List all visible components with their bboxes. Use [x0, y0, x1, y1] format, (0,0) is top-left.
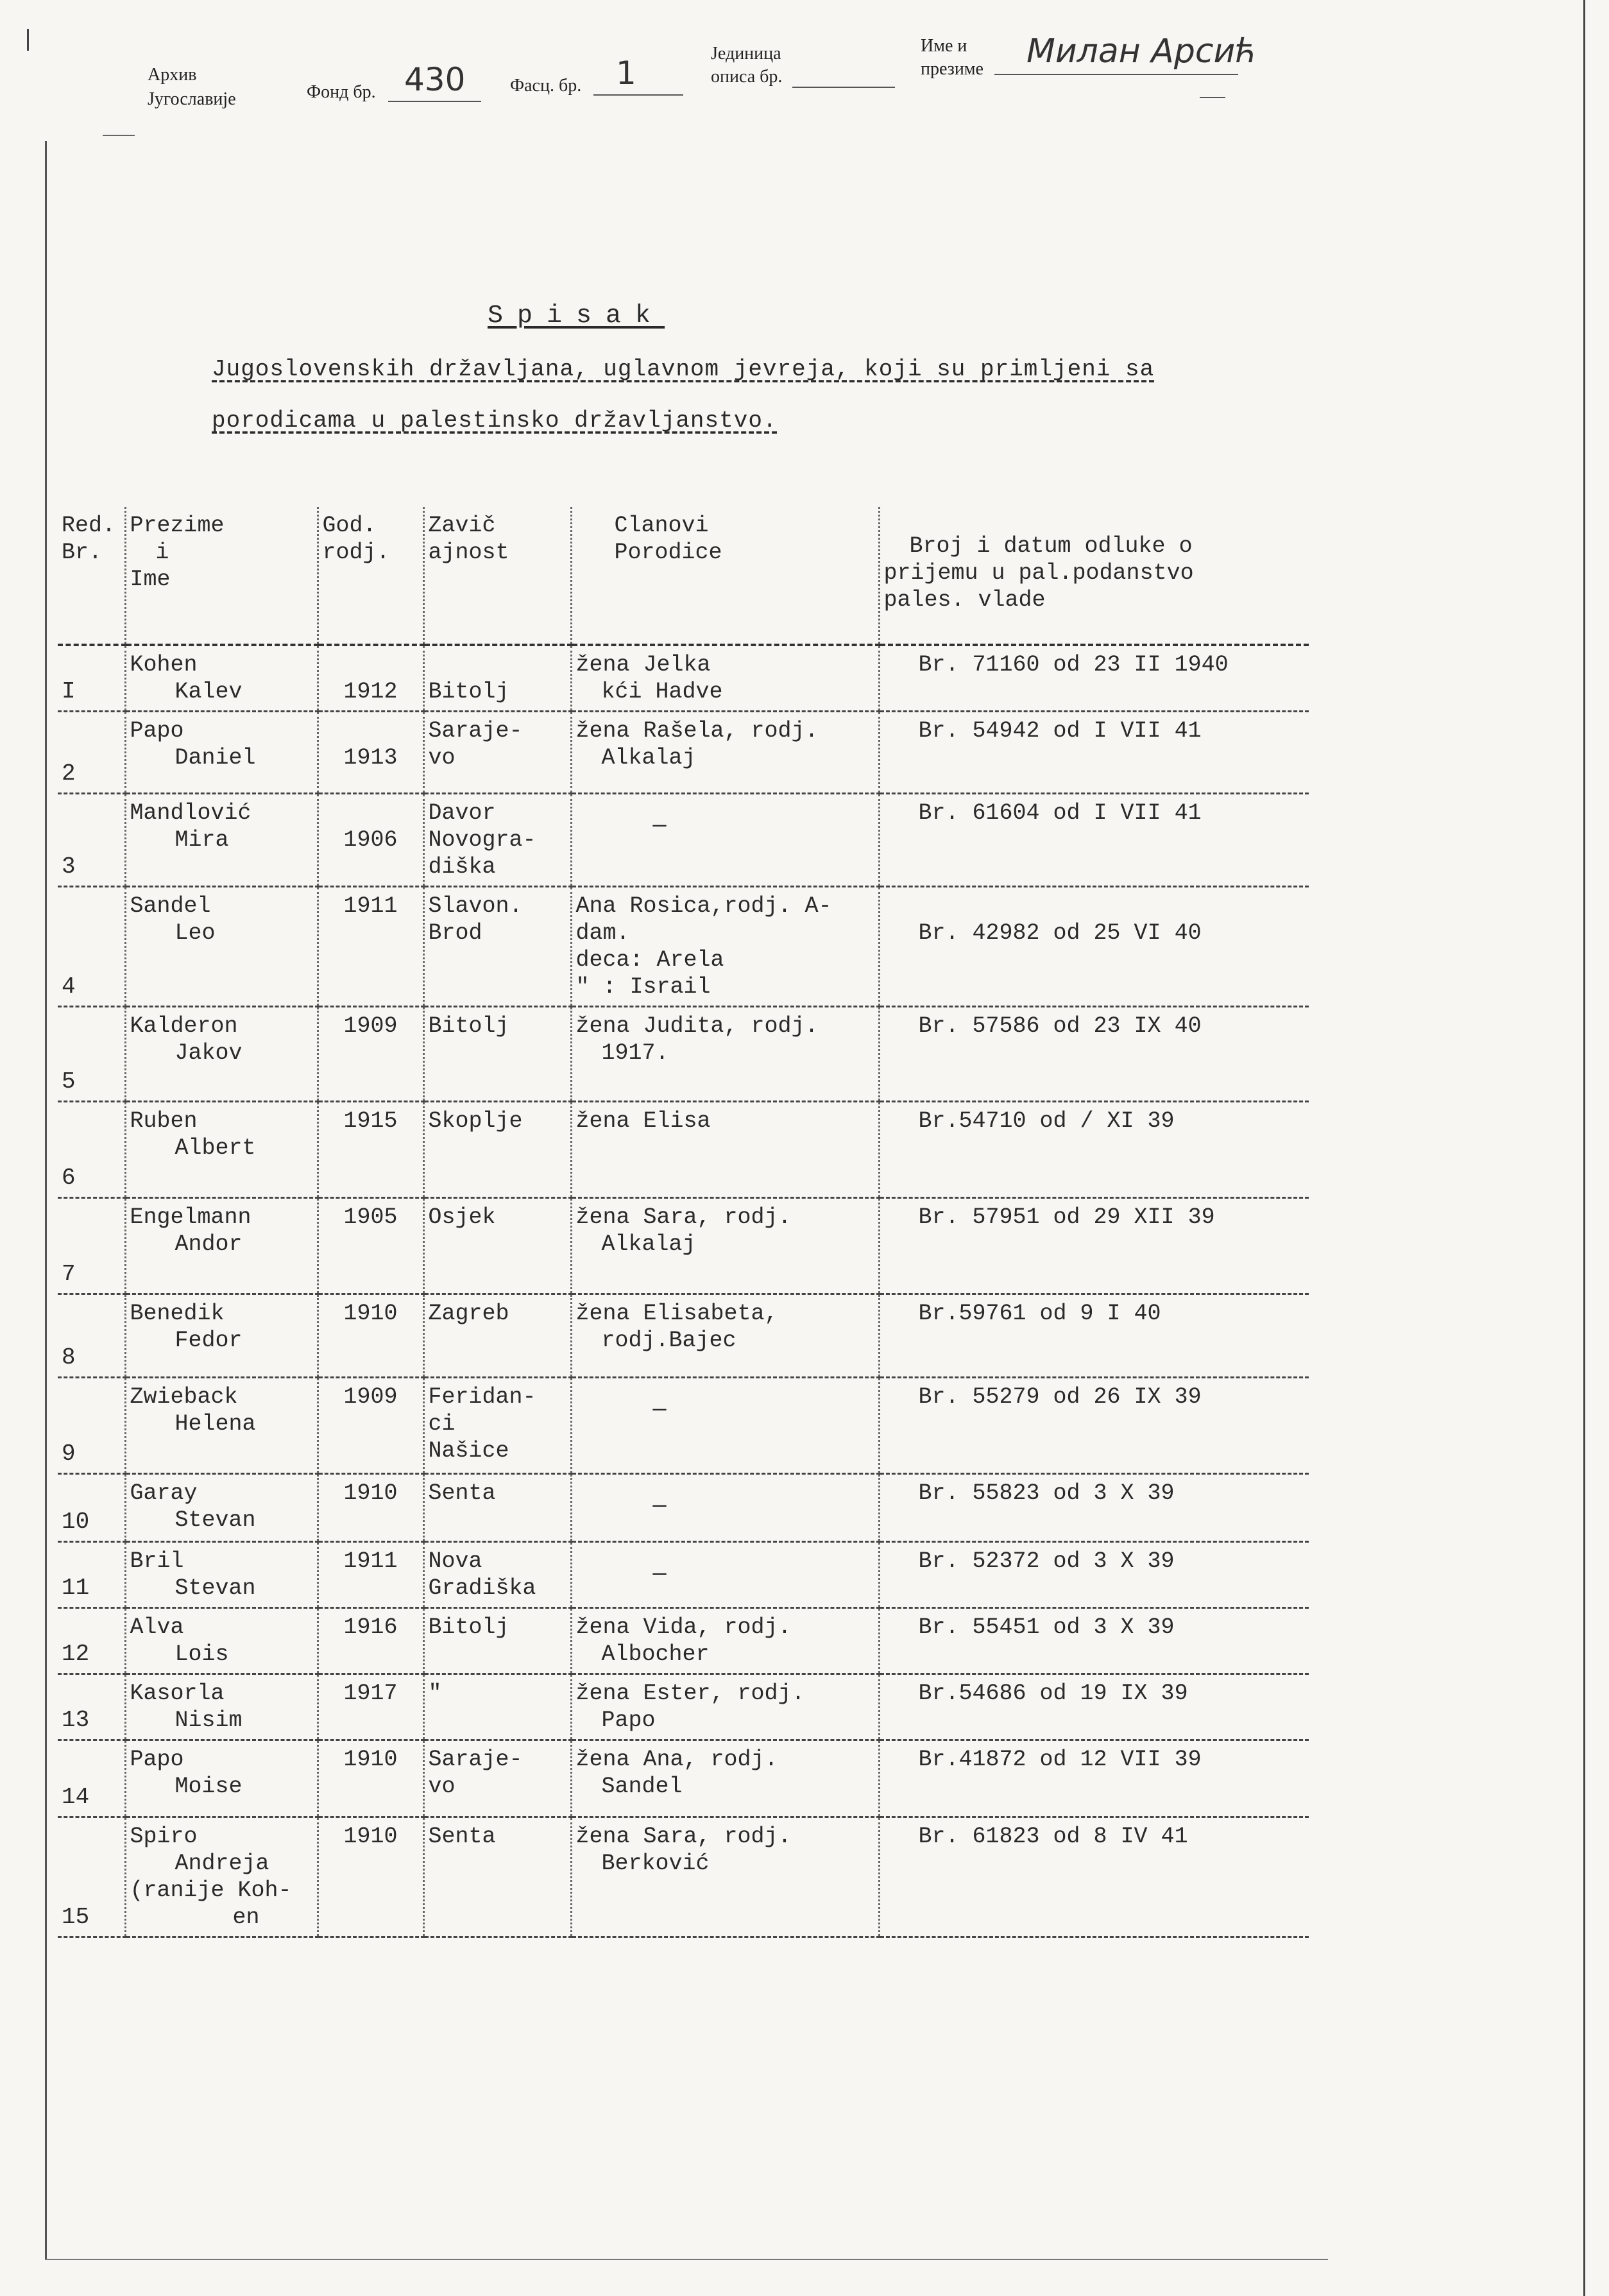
birth-year-text: 1909 — [343, 1384, 398, 1410]
row-number-text: 3 — [62, 853, 76, 880]
family-members — [571, 1542, 879, 1608]
unit-label-line1: Јединица — [711, 44, 781, 64]
family-line: Alkalaj — [601, 745, 696, 771]
home-town — [423, 1474, 571, 1542]
home-town — [423, 645, 571, 712]
birth-year-text: 1910 — [343, 1480, 398, 1506]
family-line: deca: Arela — [575, 947, 724, 973]
decision-text: Br.54710 od / XI 39 — [918, 1108, 1175, 1134]
family-line: žena Sara, rodj. — [575, 1824, 792, 1849]
home-town-line: Saraje- — [428, 718, 523, 744]
home-town-line: vo — [428, 745, 455, 771]
family-line: žena Ana, rodj. — [575, 1747, 778, 1772]
header-place: Zavič ajnost — [423, 507, 571, 645]
home-town — [423, 1007, 571, 1102]
name-label-line1: Име и — [921, 36, 967, 56]
family-members — [571, 1674, 879, 1740]
home-town-line: Saraje- — [428, 1747, 523, 1772]
row-number-text: 11 — [62, 1575, 90, 1601]
document-subtitle-line2: porodicama u palestinsko državljanstvo. — [212, 407, 778, 434]
birth-year — [318, 1007, 423, 1102]
home-town — [423, 1542, 571, 1608]
person-name — [125, 1198, 318, 1294]
surname: Engelmann — [130, 1204, 251, 1230]
birth-year — [318, 712, 423, 794]
row-number-text: 9 — [62, 1441, 76, 1467]
person-name — [125, 645, 318, 712]
family-line: Berković — [601, 1851, 710, 1876]
person-name — [125, 1102, 318, 1198]
family-line: — — [652, 1493, 667, 1519]
row-number-text: 10 — [62, 1509, 90, 1535]
home-town-line: Zagreb — [428, 1301, 509, 1326]
row-number-text: 12 — [62, 1641, 90, 1667]
given-name: Moise — [175, 1774, 243, 1799]
row-number-text: I — [62, 678, 76, 705]
given-name: Fedor — [175, 1328, 243, 1353]
row-number-text: 4 — [62, 973, 76, 1000]
birth-year-text: 1906 — [343, 827, 398, 853]
home-town — [423, 1378, 571, 1474]
surname: Papo — [130, 1747, 184, 1772]
birth-year-text: 1915 — [343, 1108, 398, 1134]
surname: Kasorla — [130, 1681, 225, 1706]
family-members — [571, 1294, 879, 1378]
birth-year — [318, 1674, 423, 1740]
birth-year-text: 1905 — [343, 1204, 398, 1230]
table-row — [58, 1740, 1309, 1817]
home-town — [423, 1102, 571, 1198]
decision-number-date — [879, 887, 1309, 1007]
given-name: Stevan — [175, 1575, 256, 1601]
family-line: žena Sara, rodj. — [575, 1204, 792, 1230]
table-row — [58, 1608, 1309, 1674]
home-town — [423, 1294, 571, 1378]
surname: Benedik — [130, 1301, 225, 1326]
family-line: žena Vida, rodj. — [575, 1615, 792, 1640]
header-name: Prezime i Ime — [125, 507, 318, 645]
home-town-line: " — [428, 1681, 442, 1706]
row-number — [58, 712, 125, 794]
birth-year — [318, 1294, 423, 1378]
archive-stamp — [0, 32, 1609, 138]
given-name: Jakov — [175, 1040, 243, 1066]
row-number-text: 13 — [62, 1707, 90, 1733]
header-year: God. rodj. — [318, 507, 423, 645]
birth-year — [318, 1378, 423, 1474]
home-town-line: vo — [428, 1774, 455, 1799]
person-name — [125, 887, 318, 1007]
birth-year-text: 1916 — [343, 1615, 398, 1640]
decision-text: Br. 55451 od 3 X 39 — [918, 1615, 1175, 1640]
decision-text: Br. 61823 od 8 IV 41 — [918, 1824, 1188, 1849]
home-town-line: Nova — [428, 1548, 482, 1574]
birth-year-text: 1911 — [343, 1548, 398, 1574]
family-line: žena Ester, rodj. — [575, 1681, 805, 1706]
surname: Spiro — [130, 1824, 198, 1849]
birth-year-text: 1912 — [343, 679, 398, 705]
person-name — [125, 1542, 318, 1608]
document-subtitle-line1: Jugoslovenskih državljana, uglavnom jevreja, koji su primljeni sa — [212, 356, 1155, 382]
birth-year — [318, 1542, 423, 1608]
name-note: en — [232, 1905, 260, 1930]
family-members — [571, 1198, 879, 1294]
birth-year-text: 1910 — [343, 1301, 398, 1326]
fond-label: Фонд бр. — [307, 82, 376, 102]
home-town-line: Senta — [428, 1480, 496, 1506]
birth-year — [318, 645, 423, 712]
table-row — [58, 794, 1309, 887]
family-line: Sandel — [601, 1774, 683, 1799]
family-members — [571, 794, 879, 887]
table-row — [58, 1542, 1309, 1608]
row-number — [58, 1474, 125, 1542]
family-members — [571, 712, 879, 794]
birth-year — [318, 887, 423, 1007]
home-town-line: diška — [428, 854, 496, 880]
surname: Mandlović — [130, 800, 251, 826]
birth-year — [318, 1198, 423, 1294]
row-number — [58, 1817, 125, 1937]
birth-year-text: 1911 — [343, 893, 398, 919]
family-line: — — [652, 813, 667, 839]
family-line: žena Rašela, rodj. — [575, 718, 819, 744]
person-name — [125, 1007, 318, 1102]
family-line: kći Hadve — [601, 679, 723, 705]
row-number — [58, 1674, 125, 1740]
surname: Papo — [130, 718, 184, 744]
family-members — [571, 1474, 879, 1542]
document-title: Spisak — [488, 302, 665, 330]
unit-label-line2: описа бр. — [711, 67, 783, 87]
home-town — [423, 1198, 571, 1294]
decision-number-date — [879, 1198, 1309, 1294]
table-row — [58, 1007, 1309, 1102]
birth-year-text: 1917 — [343, 1681, 398, 1706]
person-name — [125, 1740, 318, 1817]
table-row — [58, 1198, 1309, 1294]
person-name — [125, 1378, 318, 1474]
home-town-line: Našice — [428, 1438, 509, 1464]
family-line: Ana Rosica,rodj. A- — [575, 893, 832, 919]
scan-border-left — [45, 141, 47, 2259]
surname: Alva — [130, 1615, 184, 1640]
row-number-text: 14 — [62, 1784, 90, 1810]
home-town — [423, 712, 571, 794]
person-name — [125, 1294, 318, 1378]
header-decision: Broj i datum odluke o prijemu u pal.podanstvo pales. vlade — [879, 507, 1309, 645]
row-number — [58, 794, 125, 887]
row-number-text: 8 — [62, 1344, 76, 1371]
family-line: 1917. — [601, 1040, 669, 1066]
decision-number-date — [879, 1102, 1309, 1198]
family-line: Alkalaj — [601, 1231, 696, 1257]
person-name — [125, 712, 318, 794]
person-name — [125, 1674, 318, 1740]
given-name: Kalev — [175, 679, 243, 705]
row-number-text: 7 — [62, 1261, 76, 1287]
table-header-row — [58, 507, 1309, 645]
family-members — [571, 1378, 879, 1474]
home-town-line: Bitolj — [428, 1013, 509, 1039]
home-town-line: Osjek — [428, 1204, 496, 1230]
birth-year — [318, 1817, 423, 1937]
header-family: Clanovi Porodice — [571, 507, 879, 645]
family-line: Albocher — [601, 1641, 710, 1667]
home-town — [423, 887, 571, 1007]
decision-text: Br. 57586 od 23 IX 40 — [918, 1013, 1202, 1039]
home-town-line: Bitolj — [428, 679, 509, 705]
family-members — [571, 645, 879, 712]
surname: Garay — [130, 1480, 198, 1506]
table-row — [58, 1294, 1309, 1378]
row-number — [58, 1608, 125, 1674]
home-town — [423, 794, 571, 887]
family-line: rodj.Bajec — [601, 1328, 736, 1353]
family-line: žena Elisabeta, — [575, 1301, 778, 1326]
row-number — [58, 1740, 125, 1817]
home-town-line: Gradiška — [428, 1575, 536, 1601]
row-number-text: 15 — [62, 1904, 90, 1930]
decision-number-date — [879, 645, 1309, 712]
family-line: žena Judita, rodj. — [575, 1013, 819, 1039]
given-name: Stevan — [175, 1507, 256, 1533]
table-row — [58, 1674, 1309, 1740]
fond-underline — [388, 101, 481, 102]
given-name: Daniel — [175, 745, 256, 771]
decision-number-date — [879, 1740, 1309, 1817]
birth-year — [318, 1474, 423, 1542]
surname: Sandel — [130, 893, 211, 919]
decision-text: Br. 54942 od I VII 41 — [918, 718, 1202, 744]
signature-tick — [1200, 97, 1225, 98]
table-row — [58, 1102, 1309, 1198]
table-row — [58, 645, 1309, 712]
surname: Zwieback — [130, 1384, 238, 1410]
header-no: Red. Br. — [58, 507, 125, 645]
home-town-line: Slavon. — [428, 893, 523, 919]
decision-number-date — [879, 712, 1309, 794]
decision-number-date — [879, 1817, 1309, 1937]
citizens-table — [58, 507, 1309, 1938]
table-row — [58, 1474, 1309, 1542]
given-name: Andreja — [175, 1851, 269, 1876]
decision-text: Br.59761 od 9 I 40 — [918, 1301, 1161, 1326]
decision-text: Br.41872 od 12 VII 39 — [918, 1747, 1202, 1772]
home-town-line: ci — [428, 1411, 455, 1437]
archive-name-line2: Југославије — [148, 89, 236, 109]
name-note: (ranije Koh- — [130, 1878, 292, 1903]
family-members — [571, 1102, 879, 1198]
family-line: Papo — [601, 1708, 656, 1733]
decision-number-date — [879, 1608, 1309, 1674]
row-number-text: 5 — [62, 1068, 76, 1095]
decision-text: Br. 52372 od 3 X 39 — [918, 1548, 1175, 1574]
family-line: — — [652, 1561, 667, 1587]
decision-text: Br. 42982 od 25 VI 40 — [918, 920, 1202, 946]
home-town — [423, 1608, 571, 1674]
family-line: — — [652, 1397, 667, 1423]
family-members — [571, 1608, 879, 1674]
row-number-text: 6 — [62, 1165, 76, 1191]
family-members — [571, 1817, 879, 1937]
home-town-line: Bitolj — [428, 1615, 509, 1640]
home-town-line: Brod — [428, 920, 482, 946]
row-number — [58, 887, 125, 1007]
signature: Милан Арсић — [1026, 32, 1257, 71]
home-town-line: Feridan- — [428, 1384, 536, 1410]
birth-year-text: 1910 — [343, 1747, 398, 1772]
decision-number-date — [879, 1674, 1309, 1740]
surname: Kohen — [130, 652, 198, 678]
signature-underline — [994, 74, 1238, 75]
person-name — [125, 1817, 318, 1937]
person-name — [125, 1608, 318, 1674]
birth-year — [318, 1102, 423, 1198]
decision-number-date — [879, 1007, 1309, 1102]
family-members — [571, 1740, 879, 1817]
decision-text: Br. 55279 od 26 IX 39 — [918, 1384, 1202, 1410]
home-town — [423, 1674, 571, 1740]
table-row — [58, 712, 1309, 794]
decision-text: Br.54686 od 19 IX 39 — [918, 1681, 1188, 1706]
given-name: Mira — [175, 827, 229, 853]
given-name: Lois — [175, 1641, 229, 1667]
person-name — [125, 1474, 318, 1542]
surname: Bril — [130, 1548, 184, 1574]
given-name: Andor — [175, 1231, 243, 1257]
decision-text: Br. 61604 od I VII 41 — [918, 800, 1202, 826]
birth-year-text: 1910 — [343, 1824, 398, 1849]
decision-text: Br. 71160 od 23 II 1940 — [918, 652, 1229, 678]
decision-number-date — [879, 794, 1309, 887]
birth-year-text: 1909 — [343, 1013, 398, 1039]
home-town-line: Davor — [428, 800, 496, 826]
home-town-line: Senta — [428, 1824, 496, 1849]
table-row — [58, 1378, 1309, 1474]
archive-name-line1: Архив — [148, 65, 197, 85]
family-members — [571, 1007, 879, 1102]
fond-value: 430 — [404, 61, 466, 98]
row-number — [58, 645, 125, 712]
surname: Kalderon — [130, 1013, 238, 1039]
row-number — [58, 1007, 125, 1102]
family-line: žena Jelka — [575, 652, 711, 678]
given-name: Helena — [175, 1411, 256, 1437]
row-number — [58, 1542, 125, 1608]
decision-number-date — [879, 1474, 1309, 1542]
family-members — [571, 887, 879, 1007]
birth-year — [318, 794, 423, 887]
person-name — [125, 794, 318, 887]
birth-year — [318, 1608, 423, 1674]
given-name: Leo — [175, 920, 216, 946]
fasc-label: Фасц. бр. — [510, 76, 582, 96]
family-line: " : Israil — [575, 974, 711, 1000]
home-town — [423, 1740, 571, 1817]
given-name: Albert — [175, 1135, 256, 1161]
family-line: dam. — [575, 920, 630, 946]
scan-border-right — [1583, 0, 1585, 2296]
home-town-line: Novogra- — [428, 827, 536, 853]
decision-text: Br. 55823 od 3 X 39 — [918, 1480, 1175, 1506]
fasc-value: 1 — [616, 55, 636, 92]
stamp-divider — [103, 135, 135, 136]
decision-number-date — [879, 1294, 1309, 1378]
home-town — [423, 1817, 571, 1937]
name-label-line2: презиме — [921, 59, 983, 79]
table-row — [58, 887, 1309, 1007]
family-line: žena Elisa — [575, 1108, 711, 1134]
decision-number-date — [879, 1378, 1309, 1474]
row-number — [58, 1378, 125, 1474]
given-name: Nisim — [175, 1708, 243, 1733]
birth-year — [318, 1740, 423, 1817]
fasc-underline — [593, 94, 683, 96]
birth-year-text: 1913 — [343, 745, 398, 771]
row-number-text: 2 — [62, 760, 76, 787]
decision-number-date — [879, 1542, 1309, 1608]
row-number — [58, 1102, 125, 1198]
unit-underline — [792, 87, 895, 88]
surname: Ruben — [130, 1108, 198, 1134]
row-number — [58, 1294, 125, 1378]
row-number — [58, 1198, 125, 1294]
decision-text: Br. 57951 od 29 XII 39 — [918, 1204, 1215, 1230]
home-town-line: Skoplje — [428, 1108, 523, 1134]
table-row — [58, 1817, 1309, 1937]
scan-border-bottom — [45, 2259, 1328, 2260]
